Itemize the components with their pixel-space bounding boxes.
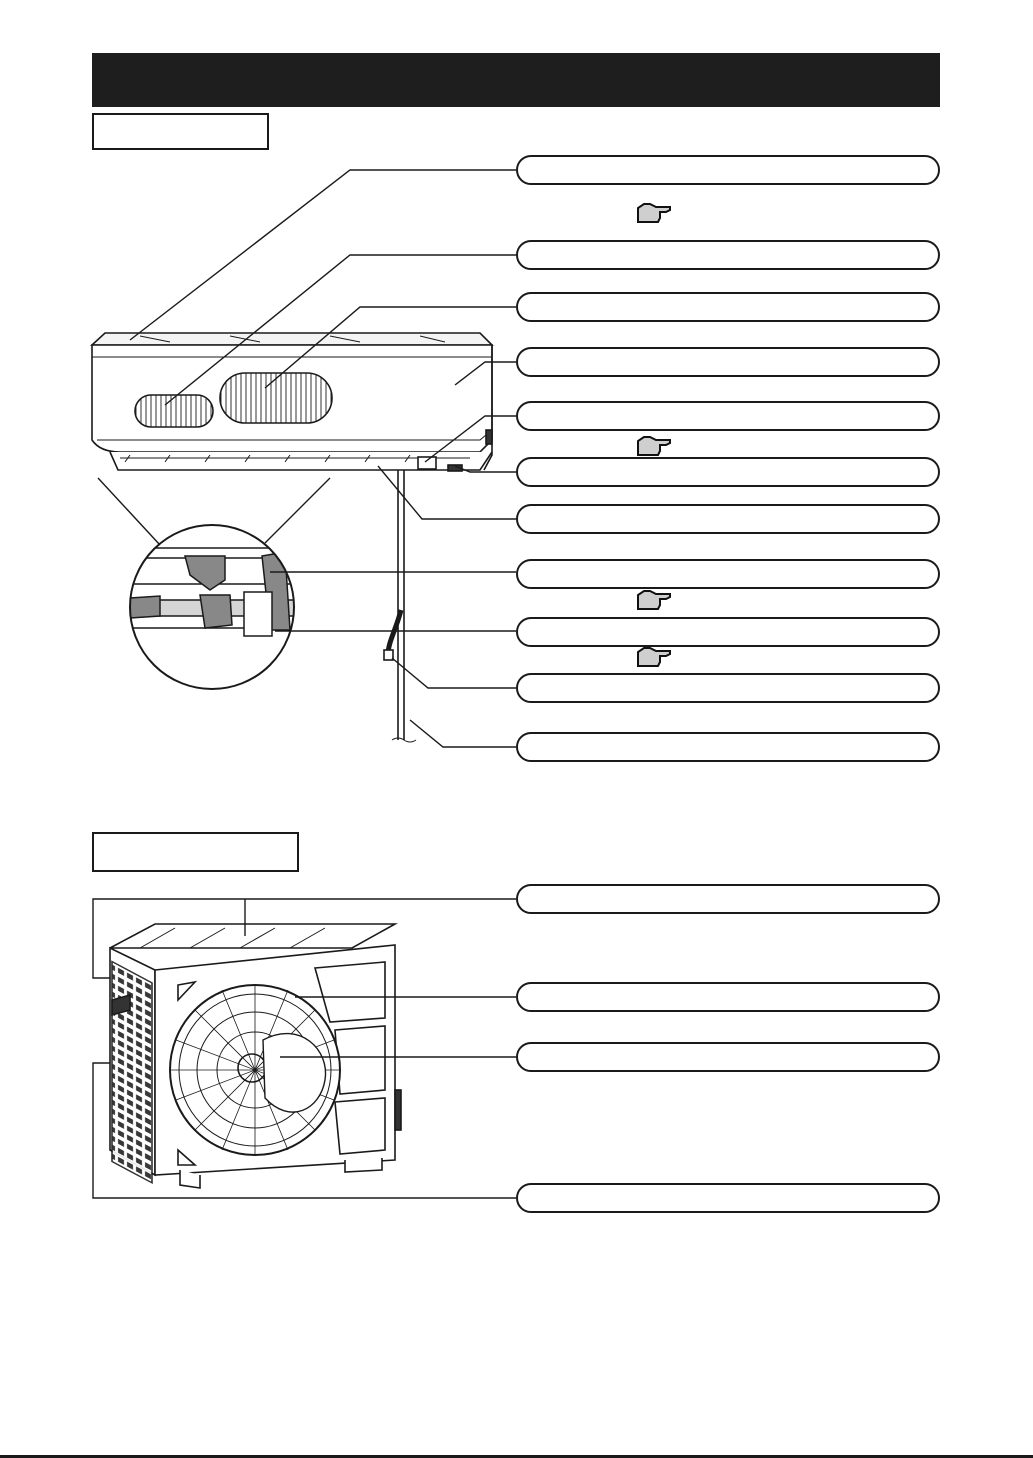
pointing-hand-icon <box>638 437 670 455</box>
magnified-detail-circle <box>98 478 330 695</box>
drain-hose-illustration <box>384 470 416 742</box>
indoor-unit-illustration <box>92 333 492 471</box>
pointing-hand-icon <box>638 648 670 666</box>
pointing-hand-icon <box>638 591 670 609</box>
pointing-hand-icon <box>638 204 670 222</box>
outdoor-unit-illustration <box>110 924 401 1188</box>
